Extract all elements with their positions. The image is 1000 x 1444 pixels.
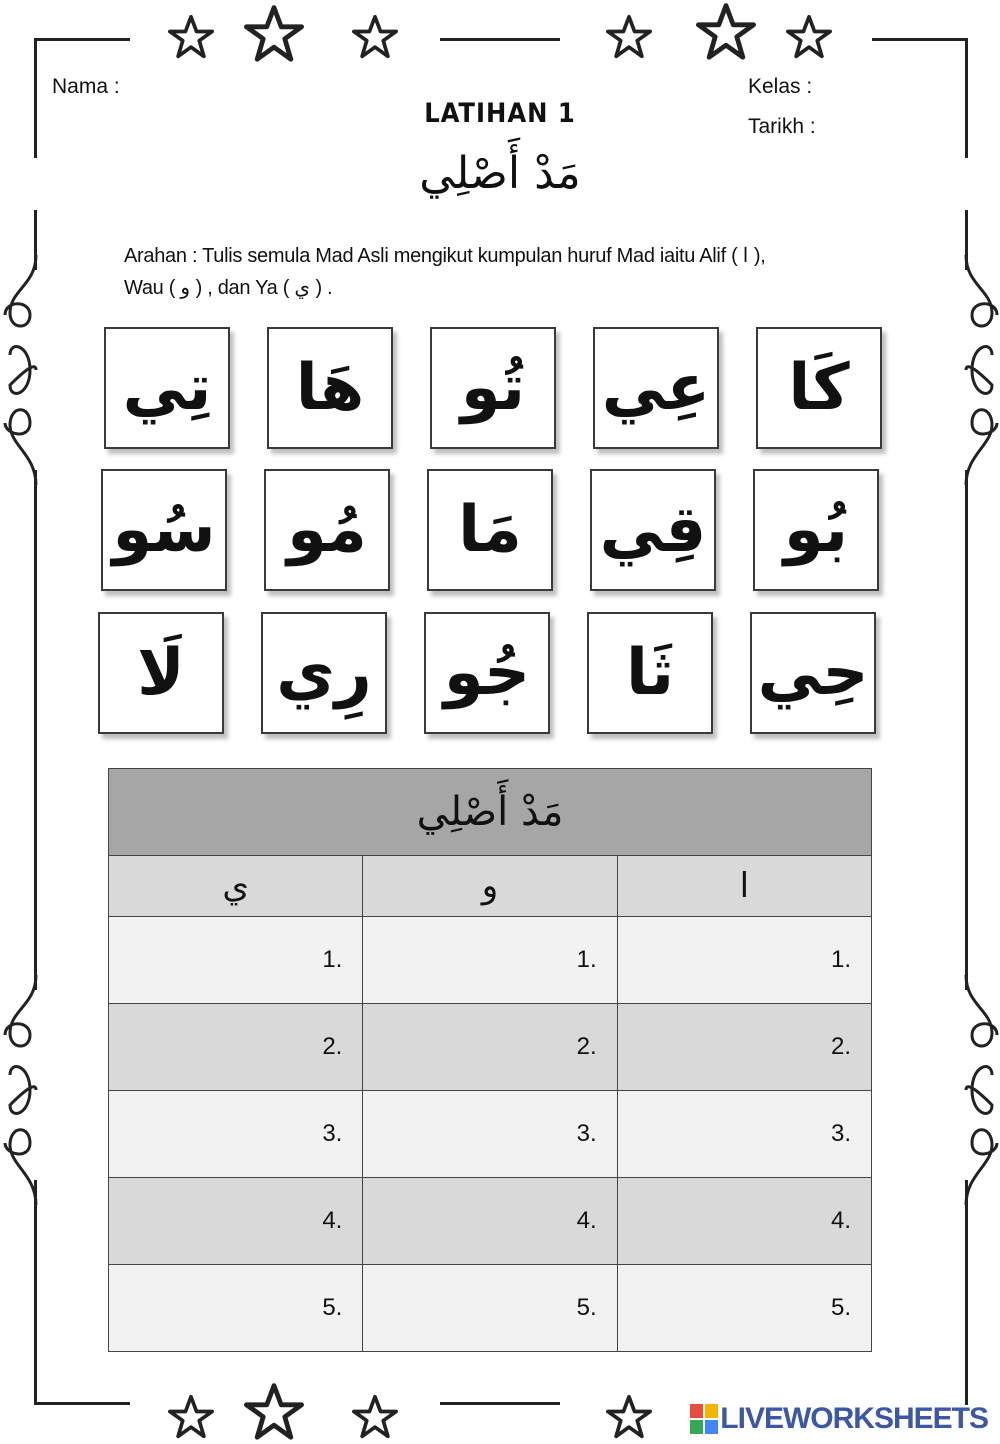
star-icon bbox=[168, 14, 214, 60]
drop-cell[interactable]: 5. bbox=[363, 1265, 617, 1352]
letter-card[interactable] bbox=[590, 469, 716, 591]
drop-cell[interactable]: 5. bbox=[617, 1265, 871, 1352]
drop-cell[interactable]: 2. bbox=[363, 1004, 617, 1091]
card-letter: عِي bbox=[601, 351, 711, 425]
star-icon bbox=[352, 1394, 398, 1440]
letter-card[interactable] bbox=[104, 327, 230, 449]
card-letter: جُو bbox=[443, 636, 531, 710]
letter-card[interactable] bbox=[98, 612, 224, 734]
card-letter: بُو bbox=[783, 493, 849, 567]
class-label: Kelas : bbox=[748, 75, 813, 98]
drop-cell[interactable]: 1. bbox=[363, 917, 617, 1004]
letter-card[interactable] bbox=[424, 612, 550, 734]
star-icon bbox=[606, 14, 652, 60]
liveworksheets-logo-icon bbox=[690, 1404, 718, 1434]
column-header-wau: و bbox=[363, 856, 617, 917]
star-icon bbox=[244, 4, 304, 64]
drop-cell[interactable]: 3. bbox=[617, 1091, 871, 1178]
table-heading: مَدْ أَصْلِي bbox=[109, 769, 872, 856]
letter-card[interactable] bbox=[261, 612, 387, 734]
drop-cell[interactable]: 3. bbox=[363, 1091, 617, 1178]
star-icon bbox=[786, 14, 832, 60]
name-label: Nama : bbox=[52, 75, 120, 98]
page-title: LATIHAN 1 bbox=[424, 98, 576, 129]
letter-card[interactable] bbox=[587, 612, 713, 734]
card-letter: ثَا bbox=[625, 636, 675, 710]
page-title-arabic: مَدْ أَصْلِي bbox=[419, 148, 581, 199]
left-swirl-top-ornament bbox=[0, 255, 60, 485]
table-row bbox=[109, 1004, 872, 1091]
card-letter: هَا bbox=[295, 351, 365, 425]
letter-card[interactable] bbox=[101, 469, 227, 591]
card-letter: رِي bbox=[276, 636, 372, 710]
table-row bbox=[109, 917, 872, 1004]
card-letter: مُو bbox=[287, 493, 367, 567]
card-letter: كَا bbox=[788, 351, 850, 425]
column-header-ya: ي bbox=[109, 856, 363, 917]
star-icon bbox=[696, 2, 756, 62]
letter-card[interactable] bbox=[267, 327, 393, 449]
letter-card[interactable] bbox=[430, 327, 556, 449]
letter-card[interactable] bbox=[593, 327, 719, 449]
star-icon bbox=[244, 1382, 304, 1442]
drop-cell[interactable]: 2. bbox=[109, 1004, 363, 1091]
drop-cell[interactable]: 1. bbox=[617, 917, 871, 1004]
letter-card[interactable] bbox=[427, 469, 553, 591]
letter-card[interactable] bbox=[750, 612, 876, 734]
left-swirl-bottom-ornament bbox=[0, 975, 60, 1205]
card-letter: مَا bbox=[458, 493, 522, 567]
right-swirl-bottom-ornament bbox=[940, 975, 1000, 1205]
table-row bbox=[109, 1178, 872, 1265]
card-letter: حِي bbox=[757, 636, 869, 710]
right-swirl-top-ornament bbox=[940, 255, 1000, 485]
drop-cell[interactable]: 5. bbox=[109, 1265, 363, 1352]
drop-cell[interactable]: 3. bbox=[109, 1091, 363, 1178]
drop-cell[interactable]: 4. bbox=[109, 1178, 363, 1265]
drop-cell[interactable]: 1. bbox=[109, 917, 363, 1004]
star-icon bbox=[606, 1394, 652, 1440]
letter-card[interactable] bbox=[264, 469, 390, 591]
card-letter: تُو bbox=[460, 351, 526, 425]
letter-card[interactable] bbox=[756, 327, 882, 449]
card-letter: قِي bbox=[599, 493, 707, 567]
mad-asli-table bbox=[108, 768, 872, 1352]
drop-cell[interactable]: 2. bbox=[617, 1004, 871, 1091]
instruction-text bbox=[124, 240, 924, 304]
date-label: Tarikh : bbox=[748, 115, 816, 138]
card-letter: لَا bbox=[137, 636, 185, 710]
table-row bbox=[109, 1091, 872, 1178]
column-header-alif: ا bbox=[617, 856, 871, 917]
drop-cell[interactable]: 4. bbox=[363, 1178, 617, 1265]
card-letter: تِي bbox=[122, 351, 212, 425]
drop-cell[interactable]: 4. bbox=[617, 1178, 871, 1265]
star-icon bbox=[168, 1394, 214, 1440]
instruction-line-2: Wau ( و ) , dan Ya ( ي ) . bbox=[124, 277, 333, 299]
letter-card[interactable] bbox=[753, 469, 879, 591]
liveworksheets-watermark[interactable]: LIVEWORKSHEETS bbox=[720, 1402, 988, 1435]
table-row bbox=[109, 1265, 872, 1352]
instruction-line-1: Arahan : Tulis semula Mad Asli mengikut kumpulan huruf Mad iaitu Alif ( ا ), bbox=[124, 245, 766, 267]
card-letter: سُو bbox=[112, 493, 216, 567]
star-icon bbox=[352, 14, 398, 60]
